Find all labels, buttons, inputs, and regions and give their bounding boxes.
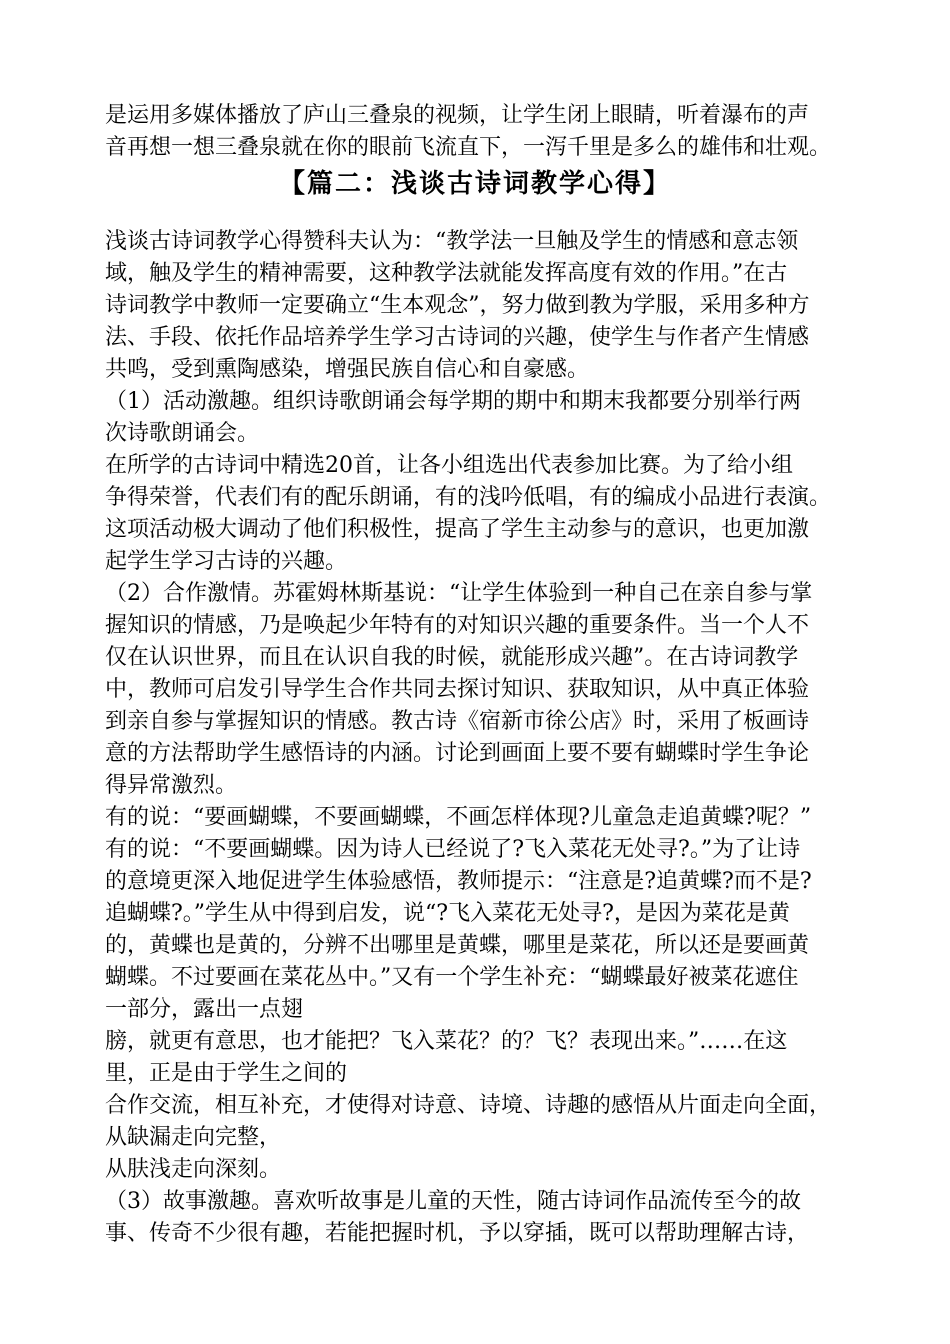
text-line: 握知识的情感，乃是唤起少年特有的对知识兴趣的重要条件。当一个人不 [105, 613, 810, 638]
text-line: 一部分，露出一点翅 [105, 997, 304, 1022]
text-line: 争得荣誉，代表们有的配乐朗诵，有的浅吟低唱，有的编成小品进行表演。 [105, 485, 832, 510]
text-line: （2）合作激情。苏霍姆林斯基说：“让学生体验到一种自己在亲自参与掌 [105, 581, 813, 606]
text-line: 意的方法帮助学生感悟诗的内涵。讨论到画面上要不要有蝴蝶时学生争论 [105, 741, 810, 766]
text-line: 合作交流，相互补充，才使得对诗意、诗境、诗趣的感悟从片面走向全面， [105, 1093, 832, 1118]
text-line: 的，黄蝶也是黄的，分辨不出哪里是黄蝶，哪里是菜花，所以还是要画黄 [105, 933, 810, 958]
text-line: 起学生学习古诗的兴趣。 [105, 549, 348, 574]
article-body [105, 226, 870, 1250]
text-line: 的意境更深入地促进学生体验感悟，教师提示：“注意是?追黄蝶?而不是? [105, 869, 812, 894]
text-line: 在所学的古诗词中精选20首，让各小组选出代表参加比赛。为了给小组 [105, 453, 793, 478]
section-heading: 【篇二：浅谈古诗词教学心得】 [278, 169, 671, 199]
text-line: 到亲自参与掌握知识的情感。教古诗《宿新市徐公店》时，采用了板画诗 [105, 709, 810, 734]
text-line: 诗词教学中教师一定要确立“生本观念”，努力做到教为学服，采用多种方 [105, 293, 810, 318]
text-line: 从肤浅走向深刻。 [105, 1157, 282, 1182]
text-line: 这项活动极大调动了他们积极性，提高了学生主动参与的意识，也更加激 [105, 517, 810, 542]
text-line: 有的说：“要画蝴蝶，不要画蝴蝶，不画怎样体现?儿童急走追黄蝶?呢？” [105, 805, 812, 830]
text-line: （1）活动激趣。组织诗歌朗诵会每学期的期中和期末我都要分别举行两 [105, 389, 801, 414]
spacer [105, 208, 870, 226]
text-line: 里，正是由于学生之间的 [105, 1061, 348, 1086]
text-line: 有的说：“不要画蝴蝶。因为诗人已经说了?飞入菜花无处寻?。”为了让诗 [105, 837, 801, 862]
text-line: 中，教师可启发引导学生合作共同去探讨知识、获取知识，从中真正体验 [105, 677, 810, 702]
text-line: 音再想一想三叠泉就在你的眼前飞流直下，一泻千里是多么的雄伟和壮观。 [105, 135, 832, 160]
text-line: 是运用多媒体播放了庐山三叠泉的视频，让学生闭上眼睛，听着瀑布的声 [105, 103, 810, 128]
text-line: 从缺漏走向完整， [105, 1125, 282, 1150]
text-line: 域，触及学生的精神需要，这种教学法就能发挥高度有效的作用。”在古 [105, 261, 788, 286]
text-line: 法、手段、依托作品培养学生学习古诗词的兴趣，使学生与作者产生情感 [105, 325, 810, 350]
text-line: 次诗歌朗诵会。 [105, 421, 260, 446]
text-line: 共鸣，受到熏陶感染，增强民族自信心和自豪感。 [105, 357, 590, 382]
text-line: 蝴蝶。不过要画在菜花丛中。”又有一个学生补充：“蝴蝶最好被菜花遮住 [105, 965, 799, 990]
text-line: 得异常激烈。 [105, 773, 238, 798]
text-line: 浅谈古诗词教学心得赞科夫认为：“教学法一旦触及学生的情感和意志领 [105, 229, 799, 254]
text-line: 追蝴蝶?。”学生从中得到启发，说“?飞入菜花无处寻?，是因为菜花是黄 [105, 901, 790, 926]
text-line: （3）故事激趣。喜欢听故事是儿童的天性，随古诗词作品流传至今的故 [105, 1189, 801, 1214]
paragraph-continuation [105, 100, 870, 164]
text-line: 事、传奇不少很有趣，若能把握时机，予以穿插，既可以帮助理解古诗， [105, 1221, 810, 1246]
text-line: 膀，就更有意思，也才能把？飞入菜花？的？飞？表现出来。”……在这 [105, 1029, 788, 1054]
text-line: 仅在认识世界，而且在认识自我的时候，就能形成兴趣”。在古诗词教学 [105, 645, 799, 670]
